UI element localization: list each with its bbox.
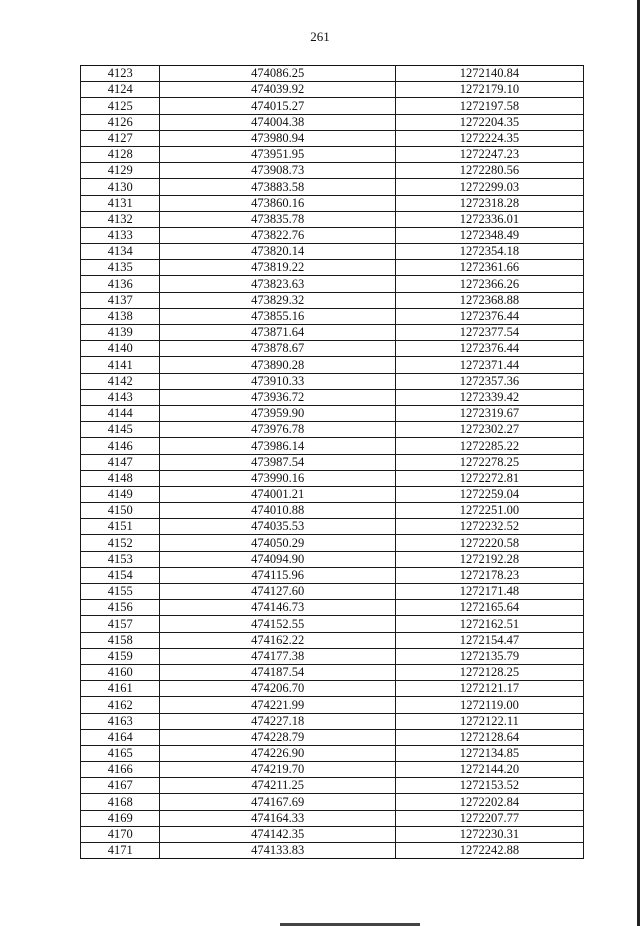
table-row [81,179,584,195]
y-coordinate-cell: 1272197.58 [395,98,583,114]
x-coordinate-cell: 474167.69 [160,794,395,810]
y-coordinate-cell: 1272361.66 [395,260,583,276]
point-number-cell: 4130 [81,179,160,195]
point-number-cell: 4150 [81,503,160,519]
x-coordinate-cell: 474152.55 [160,616,395,632]
table-row [81,762,584,778]
point-number-cell: 4163 [81,713,160,729]
y-coordinate-cell: 1272302.27 [395,422,583,438]
x-coordinate-cell: 473976.78 [160,422,395,438]
point-number-cell: 4127 [81,130,160,146]
x-coordinate-cell: 474004.38 [160,114,395,130]
y-coordinate-cell: 1272121.17 [395,681,583,697]
table-row [81,211,584,227]
y-coordinate-cell: 1272348.49 [395,227,583,243]
table-row [81,308,584,324]
point-number-cell: 4124 [81,82,160,98]
y-coordinate-cell: 1272230.31 [395,826,583,842]
point-number-cell: 4145 [81,422,160,438]
x-coordinate-cell: 474206.70 [160,681,395,697]
point-number-cell: 4161 [81,681,160,697]
table-row [81,130,584,146]
x-coordinate-cell: 474187.54 [160,664,395,680]
y-coordinate-cell: 1272119.00 [395,697,583,713]
table-row [81,681,584,697]
x-coordinate-cell: 474142.35 [160,826,395,842]
y-coordinate-cell: 1272280.56 [395,163,583,179]
y-coordinate-cell: 1272178.23 [395,567,583,583]
table-row [81,276,584,292]
y-coordinate-cell: 1272285.22 [395,438,583,454]
y-coordinate-cell: 1272336.01 [395,211,583,227]
point-number-cell: 4151 [81,519,160,535]
y-coordinate-cell: 1272376.44 [395,308,583,324]
table-row [81,632,584,648]
table-row [81,405,584,421]
point-number-cell: 4142 [81,373,160,389]
point-number-cell: 4153 [81,551,160,567]
table-row [81,713,584,729]
table-row [81,292,584,308]
point-number-cell: 4147 [81,454,160,470]
table-row [81,729,584,745]
point-number-cell: 4143 [81,389,160,405]
x-coordinate-cell: 473835.78 [160,211,395,227]
point-number-cell: 4140 [81,341,160,357]
x-coordinate-cell: 474094.90 [160,551,395,567]
y-coordinate-cell: 1272371.44 [395,357,583,373]
x-coordinate-cell: 474211.25 [160,778,395,794]
table-row [81,519,584,535]
table-row [81,503,584,519]
table-row [81,260,584,276]
point-number-cell: 4135 [81,260,160,276]
x-coordinate-cell: 473986.14 [160,438,395,454]
page-number: 261 [310,29,330,44]
table-row [81,535,584,551]
y-coordinate-cell: 1272165.64 [395,600,583,616]
x-coordinate-cell: 474050.29 [160,535,395,551]
x-coordinate-cell: 474164.33 [160,810,395,826]
point-number-cell: 4170 [81,826,160,842]
y-coordinate-cell: 1272242.88 [395,843,583,859]
point-number-cell: 4141 [81,357,160,373]
x-coordinate-cell: 474146.73 [160,600,395,616]
point-number-cell: 4169 [81,810,160,826]
x-coordinate-cell: 473883.58 [160,179,395,195]
x-coordinate-cell: 473987.54 [160,454,395,470]
y-coordinate-cell: 1272128.64 [395,729,583,745]
x-coordinate-cell: 474010.88 [160,503,395,519]
y-coordinate-cell: 1272179.10 [395,82,583,98]
x-coordinate-cell: 474162.22 [160,632,395,648]
point-number-cell: 4152 [81,535,160,551]
table-row [81,826,584,842]
y-coordinate-cell: 1272278.25 [395,454,583,470]
x-coordinate-cell: 473829.32 [160,292,395,308]
point-number-cell: 4146 [81,438,160,454]
point-number-cell: 4128 [81,146,160,162]
y-coordinate-cell: 1272122.11 [395,713,583,729]
y-coordinate-cell: 1272224.35 [395,130,583,146]
point-number-cell: 4131 [81,195,160,211]
x-coordinate-cell: 473878.67 [160,341,395,357]
y-coordinate-cell: 1272368.88 [395,292,583,308]
table-row [81,486,584,502]
y-coordinate-cell: 1272192.28 [395,551,583,567]
table-row [81,794,584,810]
x-coordinate-cell: 473908.73 [160,163,395,179]
x-coordinate-cell: 474227.18 [160,713,395,729]
y-coordinate-cell: 1272247.23 [395,146,583,162]
point-number-cell: 4157 [81,616,160,632]
point-number-cell: 4171 [81,843,160,859]
y-coordinate-cell: 1272204.35 [395,114,583,130]
point-number-cell: 4156 [81,600,160,616]
table-row [81,146,584,162]
y-coordinate-cell: 1272171.48 [395,584,583,600]
point-number-cell: 4136 [81,276,160,292]
table-row [81,664,584,680]
table-row [81,98,584,114]
table-row [81,810,584,826]
x-coordinate-cell: 473871.64 [160,325,395,341]
y-coordinate-cell: 1272366.26 [395,276,583,292]
y-coordinate-cell: 1272232.52 [395,519,583,535]
table-row [81,438,584,454]
x-coordinate-cell: 473820.14 [160,244,395,260]
y-coordinate-cell: 1272251.00 [395,503,583,519]
x-coordinate-cell: 473990.16 [160,470,395,486]
table-row [81,357,584,373]
point-number-cell: 4149 [81,486,160,502]
table-row [81,422,584,438]
point-number-cell: 4132 [81,211,160,227]
x-coordinate-cell: 474228.79 [160,729,395,745]
table-row [81,325,584,341]
point-number-cell: 4159 [81,648,160,664]
x-coordinate-cell: 473823.63 [160,276,395,292]
point-number-cell: 4164 [81,729,160,745]
point-number-cell: 4139 [81,325,160,341]
y-coordinate-cell: 1272357.36 [395,373,583,389]
point-number-cell: 4167 [81,778,160,794]
y-coordinate-cell: 1272154.47 [395,632,583,648]
table-row [81,470,584,486]
table-row [81,454,584,470]
point-number-cell: 4158 [81,632,160,648]
y-coordinate-cell: 1272128.25 [395,664,583,680]
y-coordinate-cell: 1272207.77 [395,810,583,826]
y-coordinate-cell: 1272153.52 [395,778,583,794]
y-coordinate-cell: 1272272.81 [395,470,583,486]
table-row [81,227,584,243]
x-coordinate-cell: 473959.90 [160,405,395,421]
x-coordinate-cell: 473951.95 [160,146,395,162]
y-coordinate-cell: 1272144.20 [395,762,583,778]
x-coordinate-cell: 473890.28 [160,357,395,373]
x-coordinate-cell: 474133.83 [160,843,395,859]
table-row [81,697,584,713]
table-row [81,163,584,179]
point-number-cell: 4133 [81,227,160,243]
y-coordinate-cell: 1272162.51 [395,616,583,632]
point-number-cell: 4155 [81,584,160,600]
y-coordinate-cell: 1272319.67 [395,405,583,421]
y-coordinate-cell: 1272259.04 [395,486,583,502]
x-coordinate-cell: 473980.94 [160,130,395,146]
x-coordinate-cell: 474001.21 [160,486,395,502]
point-number-cell: 4154 [81,567,160,583]
y-coordinate-cell: 1272376.44 [395,341,583,357]
table-row [81,244,584,260]
x-coordinate-cell: 474115.96 [160,567,395,583]
table-row [81,616,584,632]
point-number-cell: 4137 [81,292,160,308]
point-number-cell: 4144 [81,405,160,421]
x-coordinate-cell: 473819.22 [160,260,395,276]
point-number-cell: 4126 [81,114,160,130]
x-coordinate-cell: 474086.25 [160,66,395,82]
table-row [81,389,584,405]
point-number-cell: 4165 [81,745,160,761]
y-coordinate-cell: 1272134.85 [395,745,583,761]
table-row [81,567,584,583]
point-number-cell: 4148 [81,470,160,486]
table-row [81,745,584,761]
x-coordinate-cell: 473910.33 [160,373,395,389]
x-coordinate-cell: 474226.90 [160,745,395,761]
point-number-cell: 4134 [81,244,160,260]
x-coordinate-cell: 474127.60 [160,584,395,600]
point-number-cell: 4125 [81,98,160,114]
point-number-cell: 4166 [81,762,160,778]
y-coordinate-cell: 1272140.84 [395,66,583,82]
table-row [81,66,584,82]
x-coordinate-cell: 473936.72 [160,389,395,405]
y-coordinate-cell: 1272354.18 [395,244,583,260]
coordinates-table [80,65,584,859]
table-row [81,82,584,98]
point-number-cell: 4168 [81,794,160,810]
x-coordinate-cell: 474177.38 [160,648,395,664]
y-coordinate-cell: 1272318.28 [395,195,583,211]
table-row [81,600,584,616]
y-coordinate-cell: 1272299.03 [395,179,583,195]
x-coordinate-cell: 474221.99 [160,697,395,713]
table-row [81,843,584,859]
point-number-cell: 4160 [81,664,160,680]
coordinates-table-body [81,66,584,859]
x-coordinate-cell: 473855.16 [160,308,395,324]
point-number-cell: 4138 [81,308,160,324]
y-coordinate-cell: 1272377.54 [395,325,583,341]
point-number-cell: 4129 [81,163,160,179]
y-coordinate-cell: 1272135.79 [395,648,583,664]
x-coordinate-cell: 474039.92 [160,82,395,98]
y-coordinate-cell: 1272339.42 [395,389,583,405]
table-row [81,584,584,600]
point-number-cell: 4162 [81,697,160,713]
x-coordinate-cell: 473822.76 [160,227,395,243]
x-coordinate-cell: 473860.16 [160,195,395,211]
table-row [81,551,584,567]
x-coordinate-cell: 474015.27 [160,98,395,114]
table-row [81,195,584,211]
table-row [81,778,584,794]
x-coordinate-cell: 474035.53 [160,519,395,535]
point-number-cell: 4123 [81,66,160,82]
table-row [81,114,584,130]
y-coordinate-cell: 1272220.58 [395,535,583,551]
table-row [81,648,584,664]
table-row [81,341,584,357]
x-coordinate-cell: 474219.70 [160,762,395,778]
y-coordinate-cell: 1272202.84 [395,794,583,810]
table-row [81,373,584,389]
